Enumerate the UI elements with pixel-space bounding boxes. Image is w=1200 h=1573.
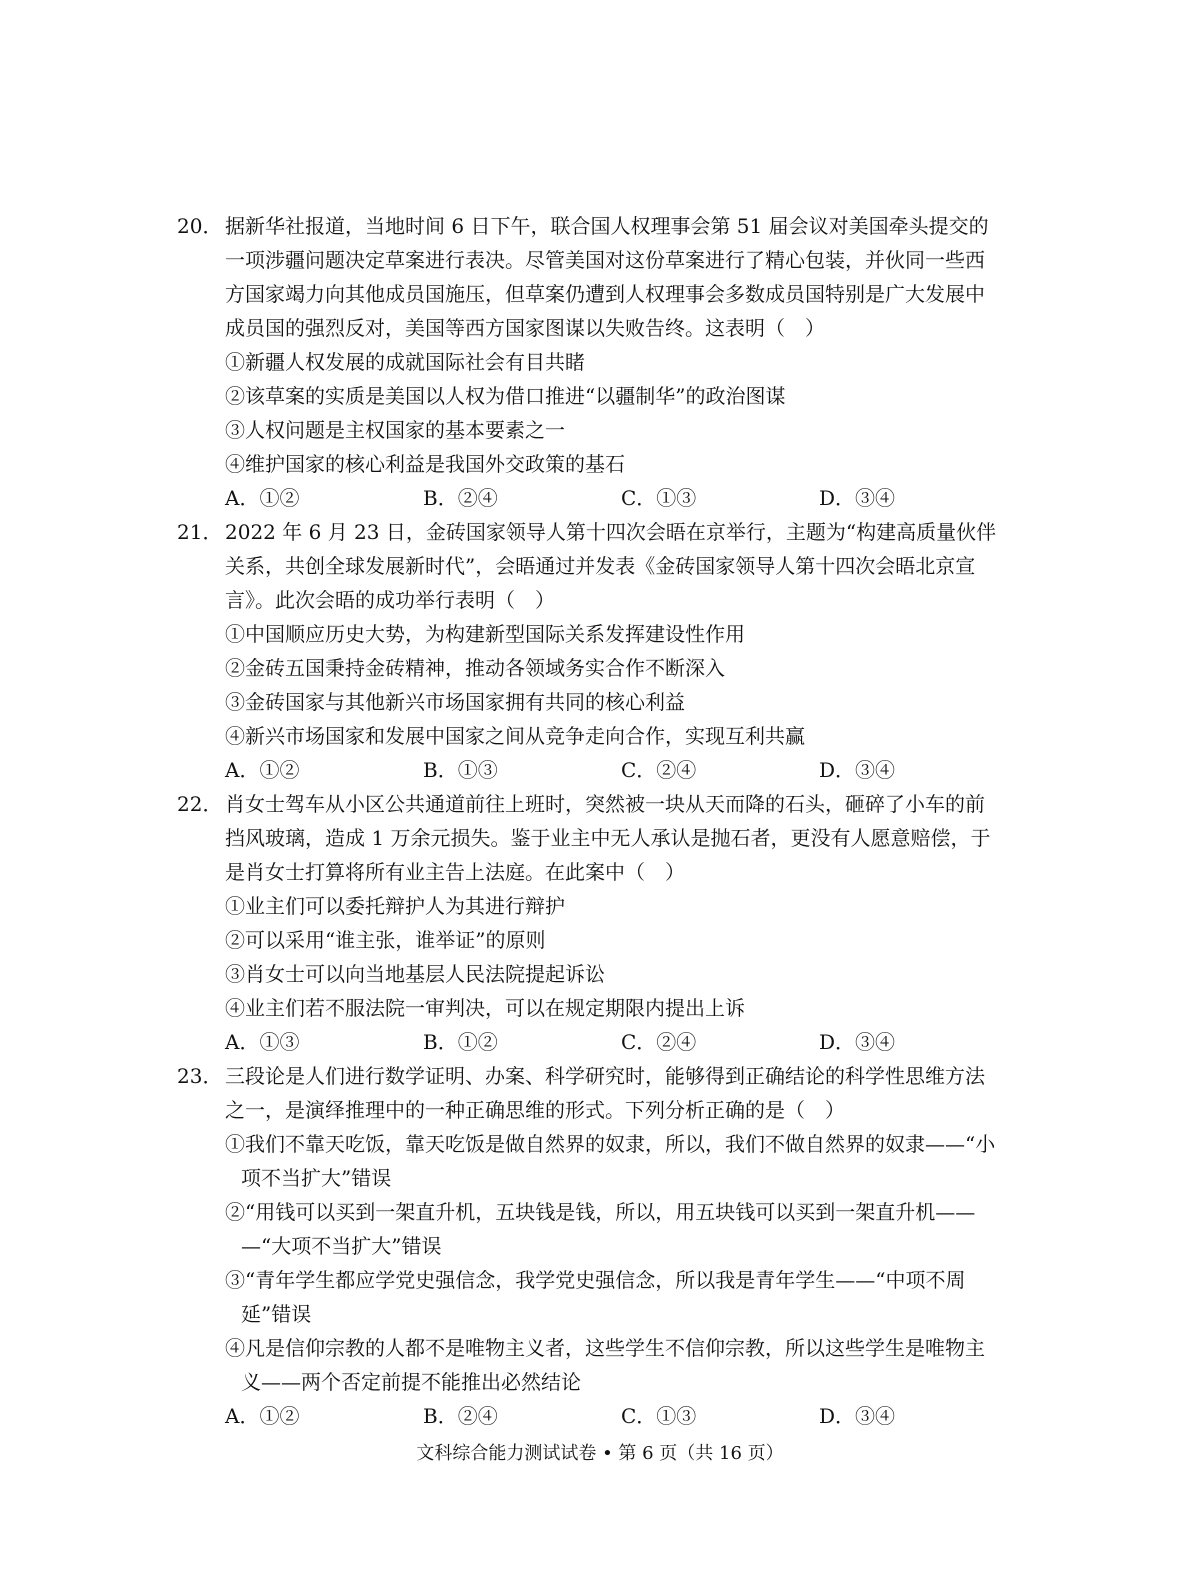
question-stem-line: 一项涉疆问题决定草案进行表决。尽管美国对这份草案进行了精心包装，并伙同一些西 <box>225 248 985 272</box>
question-stem-line <box>177 515 1027 549</box>
answer-option: B．②④ <box>423 486 498 510</box>
question-block <box>177 787 1027 1059</box>
answer-option: A．①② <box>225 1404 300 1428</box>
statement-line: ④维护国家的核心利益是我国外交政策的基石 <box>225 452 625 476</box>
statement-line: ①我们不靠天吃饭，靠天吃饭是做自然界的奴隶，所以，我们不做自然界的奴隶——“小 <box>225 1132 996 1156</box>
answer-option: D．③④ <box>819 1404 896 1428</box>
question-stem-line: 言》。此次会晤的成功举行表明（ ） <box>225 588 555 612</box>
question-number: 21． <box>177 520 223 544</box>
question-stem-line: 成员国的强烈反对，美国等西方国家图谋以失败告终。这表明（ ） <box>225 316 825 340</box>
question-stem-line <box>177 1059 1027 1093</box>
statement-line: ②该草案的实质是美国以人权为借口推进“以疆制华”的政治图谋 <box>225 384 786 408</box>
answer-option: C．②④ <box>621 1030 697 1054</box>
question-stem-line: 之一，是演绎推理中的一种正确思维的形式。下列分析正确的是（ ） <box>225 1098 845 1122</box>
statement-line: ③金砖国家与其他新兴市场国家拥有共同的核心利益 <box>225 690 685 714</box>
answer-option: A．①③ <box>225 1030 300 1054</box>
statement-line: ①业主们可以委托辩护人为其进行辩护 <box>225 894 565 918</box>
page-footer: 文科综合能力测试试卷 • 第 6 页（共 16 页） <box>416 1443 784 1464</box>
question-stem-text: 2022 年 6 月 23 日，金砖国家领导人第十四次会晤在京举行，主题为“构建高质量伙伴 <box>225 520 997 544</box>
question-block <box>177 209 1027 515</box>
question-block <box>177 515 1027 787</box>
answer-option: A．①② <box>225 486 300 510</box>
answer-option: C．①③ <box>621 486 697 510</box>
statement-line: ②金砖五国秉持金砖精神，推动各领域务实合作不断深入 <box>225 656 725 680</box>
question-block <box>177 1059 1027 1433</box>
statement-line: ①中国顺应历史大势，为构建新型国际关系发挥建设性作用 <box>225 622 745 646</box>
statement-line: ②可以采用“谁主张，谁举证”的原则 <box>225 928 546 952</box>
answer-option: C．②④ <box>621 758 697 782</box>
statement-line: ④凡是信仰宗教的人都不是唯物主义者，这些学生不信仰宗教，所以这些学生是唯物主 <box>225 1336 985 1360</box>
statement-line: ④业主们若不服法院一审判决，可以在规定期限内提出上诉 <box>225 996 745 1020</box>
question-list <box>177 209 1027 1433</box>
question-stem-line: 挡风玻璃，造成 1 万余元损失。鉴于业主中无人承认是抛石者，更没有人愿意赔偿，于 <box>225 826 991 850</box>
question-stem-line: 是肖女士打算将所有业主告上法庭。在此案中（ ） <box>225 860 685 884</box>
statement-line: —“大项不当扩大”错误 <box>241 1234 442 1258</box>
statement-line: ①新疆人权发展的成就国际社会有目共睹 <box>225 350 585 374</box>
question-stem-line: 关系，共创全球发展新时代”，会晤通过并发表《金砖国家领导人第十四次会晤北京宣 <box>225 554 976 578</box>
answer-option: C．①③ <box>621 1404 697 1428</box>
answer-options <box>177 1025 1027 1059</box>
statement-line: ②“用钱可以买到一架直升机，五块钱是钱，所以，用五块钱可以买到一架直升机—— <box>225 1200 976 1224</box>
answer-option: D．③④ <box>819 1030 896 1054</box>
question-number: 22． <box>177 792 223 816</box>
statement-line: 延”错误 <box>241 1302 312 1326</box>
answer-options <box>177 481 1027 515</box>
answer-option: B．①③ <box>423 758 498 782</box>
statement-line: ④新兴市场国家和发展中国家之间从竞争走向合作，实现互利共赢 <box>225 724 805 748</box>
statement-line: 项不当扩大”错误 <box>241 1166 392 1190</box>
statement-line: 义——两个否定前提不能推出必然结论 <box>241 1370 581 1394</box>
statement-line: ③肖女士可以向当地基层人民法院提起诉讼 <box>225 962 605 986</box>
answer-option: B．②④ <box>423 1404 498 1428</box>
question-stem-line: 方国家竭力向其他成员国施压，但草案仍遭到人权理事会多数成员国特别是广大发展中 <box>225 282 985 306</box>
question-stem-text: 三段论是人们进行数学证明、办案、科学研究时，能够得到正确结论的科学性思维方法 <box>225 1064 985 1088</box>
answer-option: D．③④ <box>819 758 896 782</box>
answer-options <box>177 753 1027 787</box>
question-number: 23． <box>177 1064 223 1088</box>
question-stem-line <box>177 787 1027 821</box>
question-number: 20． <box>177 214 223 238</box>
question-stem-text: 据新华社报道，当地时间 6 日下午，联合国人权理事会第 51 届会议对美国牵头提交的 <box>225 214 989 238</box>
question-stem-text: 肖女士驾车从小区公共通道前往上班时，突然被一块从天而降的石头，砸碎了小车的前 <box>225 792 985 816</box>
answer-option: A．①② <box>225 758 300 782</box>
answer-option: D．③④ <box>819 486 896 510</box>
answer-options <box>177 1399 1027 1433</box>
statement-line: ③“青年学生都应学党史强信念，我学党史强信念，所以我是青年学生——“中项不周 <box>225 1268 966 1292</box>
question-stem-line <box>177 209 1027 243</box>
answer-option: B．①② <box>423 1030 498 1054</box>
statement-line: ③人权问题是主权国家的基本要素之一 <box>225 418 565 442</box>
